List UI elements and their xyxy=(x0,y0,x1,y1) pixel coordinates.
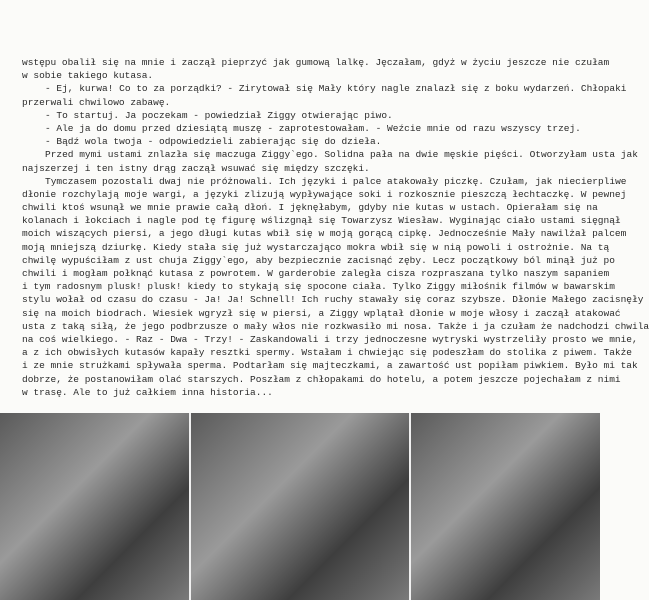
text-line: - To startuj. Ja poczekam - powiedział Ziggy otwierając piwo. xyxy=(45,109,393,121)
text-line: się na moich biodrach. Wiesiek wgryzł się w piersi, a Ziggy wplątał dłonie w moje włosy i zaczął atakować xyxy=(22,307,621,319)
text-line: chwili ktoś wsunął we mnie prawie całą dłoń. I jęknęłabym, gdyby nie kutas w ustach. Opierałam się na xyxy=(22,202,598,214)
text-line: - Ej, kurwa! Co to za porządki? - Zirytował się Mały który nagle znalazł się z boku wydarzeń. Chłopaki xyxy=(45,83,627,95)
story-text xyxy=(22,56,649,399)
photo-left xyxy=(0,413,191,600)
text-line: i tym radosnym plusk! plusk! kiedy to stykają się spocone ciała. Tylko Ziggy miłośnik filmów w bawarskim xyxy=(22,281,615,293)
text-line: moją mniejszą dziurkę. Kiedy stała się już wystarczająco mokra wbił się w nią powoli i ostrożnie. Na tą xyxy=(22,241,610,253)
photo-strip xyxy=(0,413,600,600)
text-line: Przed mymi ustami znlazła się maczuga Ziggy`ego. Solidna pała na dwie męskie pięści. Otworzyłam usta jak xyxy=(45,149,638,161)
text-line: chwilę wypuściłam z ust chuja Ziggy`ego, aby bezpiecznie zacisnąć zęby. Lecz początkowy ból minął już po xyxy=(22,254,615,266)
photo-middle xyxy=(191,413,412,600)
text-line: usta z taką siłą, że jego podbrzusze o mały włos nie rozkwasiło mi nosa. Także i ja czułam że nadchodzi chwila xyxy=(22,320,649,332)
text-line: Tymczasem pozostali dwaj nie próżnowali. Ich języki i palce atakowały piczkę. Czułam, jak niecierpliwe xyxy=(45,175,627,187)
text-line: moich wiszących piersi, a jego długi kutas wbił się w moją gorącą cipkę. Jednocześnie Mały nawilżał palcem xyxy=(22,228,627,240)
text-line: w sobie takiego kutasa. xyxy=(22,70,154,82)
text-line: stylu wołał od czasu do czasu - Ja! Ja! Schnell! Ich ruchy stawały się coraz szybsze. Dłonie Małego zacisnęły xyxy=(22,294,644,306)
text-line: kolanach i łokciach i nagle pod tę figurę wślizgnął się Towarzysz Wiesław. Wyginając ciało ustami sięgnął xyxy=(22,215,621,227)
text-line: a z ich obwisłych kutasów kapały resztki spermy. Wstałam i chwiejąc się podeszłam do stolika z piwem. Także xyxy=(22,347,632,359)
text-line: wstępu obalił się na mnie i zaczął pieprzyć jak gumową lalkę. Jęczałam, gdyż w życiu jeszcze nie czułam xyxy=(22,57,610,68)
text-line: - Ale ja do domu przed dziesiątą muszę - zaprotestowałam. - Weźcie mnie od razu wszyscy trzej. xyxy=(45,122,581,134)
text-line: dobrze, że postanowiłam olać starszych. Poszłam z chłopakami do hotelu, a potem jeszcze pojechałam z nimi xyxy=(22,373,621,385)
text-line: i ze mnie strużkami spływała sperma. Podtarłam się majteczkami, a zawartość ust popiłam piwkiem. Było mi tak xyxy=(22,360,638,372)
text-line: dłonie rozchylają moje wargi, a języki zlizują wypływające soki i rozkosznie pieszczą łechtaczkę. W pewnej xyxy=(22,188,627,200)
text-line: - Bądź wola twoja - odpowiedzieli zabierając się do dzieła. xyxy=(45,136,382,148)
text-line: w trasę. Ale to już całkiem inna historia... xyxy=(22,386,273,398)
text-line: przerwali chwilowo zabawę. xyxy=(22,96,171,108)
text-line: na coś wielkiego. - Raz - Dwa - Trzy! - Zaskandowali i trzy jednoczesne wytryski wystrzeliły prosto we mnie, xyxy=(22,333,638,345)
text-line: najszerzej i ten istny drąg zaczął wsuwać się między szczęki. xyxy=(22,162,370,174)
text-line: chwili i mogłam połknąć kutasa z powrotem. W garderobie zaległa cisza rozpraszana tylko naszym sapaniem xyxy=(22,268,610,279)
photo-right xyxy=(411,413,600,600)
